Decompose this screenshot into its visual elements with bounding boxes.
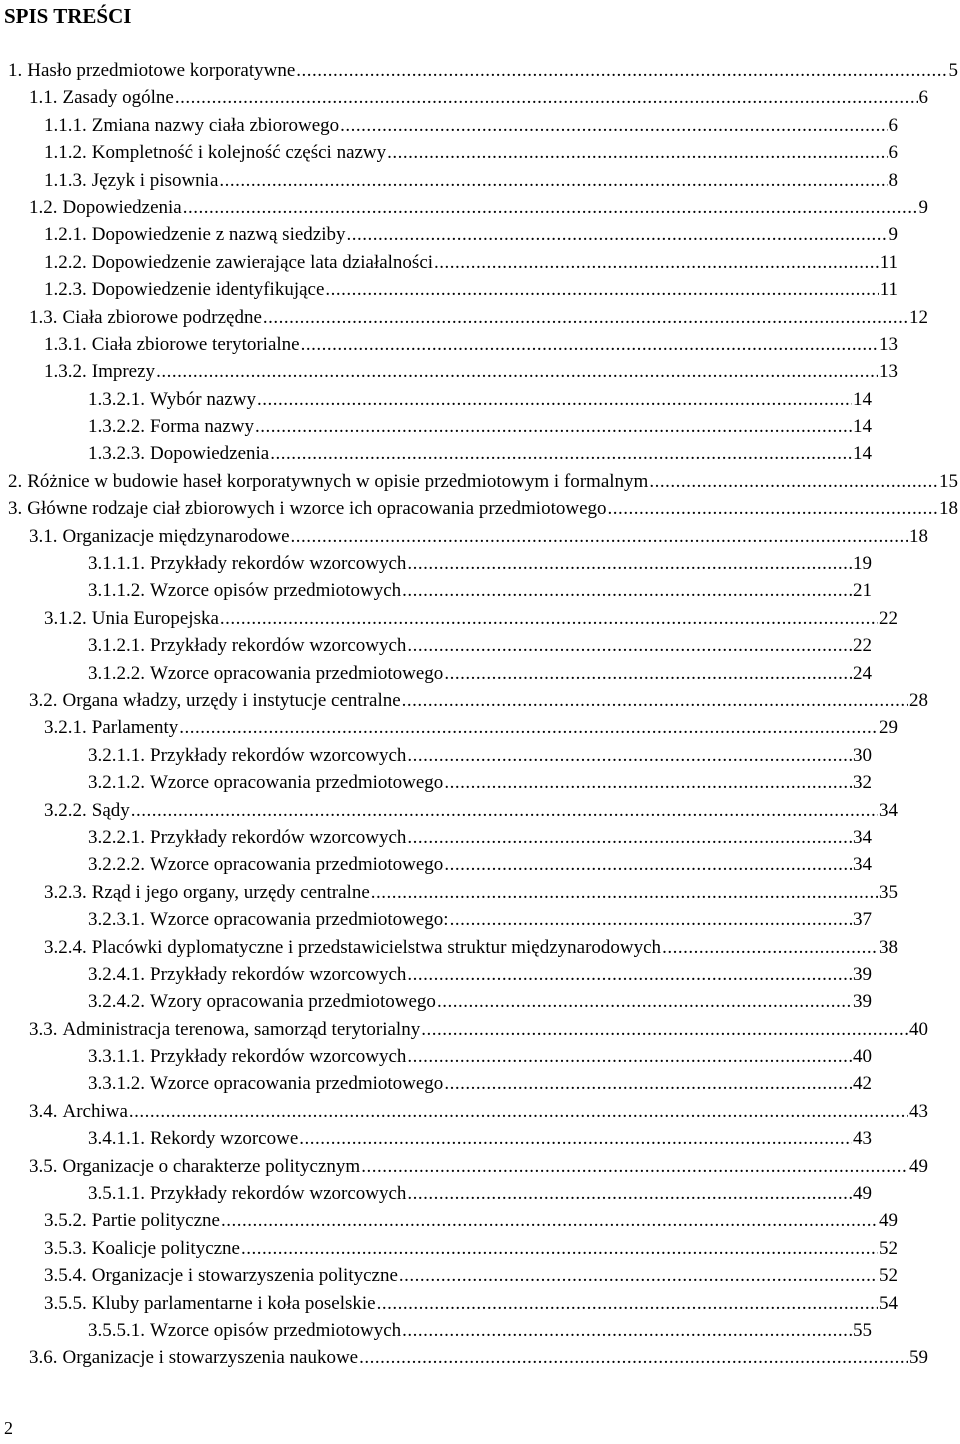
toc-dot-leader <box>255 413 852 440</box>
toc-entry-number: 3.5.5. <box>44 1292 87 1314</box>
toc-dot-leader <box>402 1317 852 1344</box>
toc-entry-number: 3.2.3.1. <box>88 909 145 931</box>
toc-entry[interactable] <box>88 1125 872 1152</box>
toc-entry-page: 38 <box>879 936 898 958</box>
toc-entry-title: Dopowiedzenie z nazwą siedziby <box>91 224 346 246</box>
toc-entry-title: Kompletność i kolejność części nazwy <box>91 142 387 164</box>
toc-entry[interactable] <box>44 605 898 632</box>
toc-entry-page: 49 <box>853 1183 872 1205</box>
toc-entry-title: Administracja terenowa, samorząd terytorialny <box>62 1018 421 1040</box>
toc-entry[interactable] <box>88 413 872 440</box>
toc-entry-number: 3.6. <box>29 1347 58 1369</box>
toc-entry-title: Przykłady rekordów wzorcowych <box>150 1046 407 1068</box>
toc-entry-number: 3.2.1. <box>44 717 87 739</box>
page-number: 2 <box>4 1418 13 1438</box>
toc-entry-title: Partie polityczne <box>91 1210 220 1232</box>
toc-entry-page: 13 <box>879 361 898 383</box>
toc-entry-number: 3.2.2.1. <box>88 826 145 848</box>
toc-entry-page: 6 <box>888 114 898 136</box>
toc-dot-leader <box>407 824 852 851</box>
toc-entry[interactable] <box>44 934 898 961</box>
toc-dot-leader <box>175 84 918 111</box>
toc-entry-title: Kluby parlamentarne i koła poselskie <box>91 1292 376 1314</box>
toc-entry-title: Placówki dyplomatyczne i przedstawicielstwa struktur międzynarodowych <box>91 936 662 958</box>
toc-entry-page: 13 <box>879 333 898 355</box>
toc-entry-number: 3.4. <box>29 1100 58 1122</box>
toc-entry-number: 3.1.1.1. <box>88 553 145 575</box>
toc-entry-page: 15 <box>939 470 958 492</box>
toc-entry-page: 11 <box>879 279 898 301</box>
toc-entry-number: 3.5.4. <box>44 1265 87 1287</box>
toc-entry-page: 32 <box>853 772 872 794</box>
toc-entry-number: 1. <box>8 60 23 81</box>
toc-entry[interactable] <box>44 139 898 166</box>
toc-entry-page: 40 <box>909 1018 928 1040</box>
toc-dot-leader <box>407 961 852 988</box>
toc-entry-page: 30 <box>853 744 872 766</box>
toc-entry-number: 1.3.1. <box>44 333 87 355</box>
toc-dot-leader <box>347 221 888 248</box>
toc-entry-title: Archiwa <box>62 1100 128 1122</box>
toc-entry-number: 3.3. <box>29 1018 58 1040</box>
toc-entry-page: 14 <box>853 416 872 438</box>
toc-dot-leader <box>387 139 887 166</box>
toc-entry-title: Organizacje i stowarzyszenia polityczne <box>91 1265 398 1287</box>
toc-entry-page: 9 <box>888 224 898 246</box>
toc-entry-title: Wzorce opracowania przedmiotowego <box>150 1073 444 1095</box>
toc-entry[interactable] <box>29 523 928 550</box>
toc-entry-page: 34 <box>853 826 872 848</box>
toc-dot-leader <box>444 1070 852 1097</box>
toc-entry[interactable] <box>44 249 898 276</box>
toc-dot-leader <box>444 769 852 796</box>
toc-entry[interactable] <box>88 1043 872 1070</box>
toc-entry-number: 1.1. <box>29 87 58 109</box>
toc-entry-number: 3. <box>8 498 23 520</box>
toc-entry[interactable] <box>44 1207 898 1234</box>
toc-entry[interactable] <box>44 1235 898 1262</box>
toc-entry-page: 6 <box>918 87 928 109</box>
toc-entry[interactable] <box>44 797 898 824</box>
toc-dot-leader <box>270 440 852 467</box>
toc-entry[interactable] <box>8 57 958 84</box>
toc-entry[interactable] <box>44 167 898 194</box>
toc-entry[interactable] <box>88 961 872 988</box>
toc-entry-title: Dopowiedzenie identyfikujące <box>91 279 325 301</box>
toc-entry-number: 3.1. <box>29 525 58 547</box>
toc-entry-title: Organa władzy, urzędy i instytucje centralne <box>62 689 401 711</box>
toc-entry-number: 3.1.2.2. <box>88 662 145 684</box>
toc-dot-leader <box>407 1043 852 1070</box>
toc-entry-number: 3.2.2. <box>44 799 87 821</box>
toc-entry[interactable] <box>44 879 898 906</box>
toc-entry[interactable] <box>88 988 872 1015</box>
toc-entry-page: 59 <box>909 1347 928 1369</box>
toc-entry-title: Różnice w budowie haseł korporatywnych w opisie przedmiotowym i formalnym <box>27 470 649 492</box>
toc-entry-number: 1.3.2.1. <box>88 388 145 410</box>
toc-dot-leader <box>444 851 852 878</box>
toc-entry-title: Wzorce opisów przedmiotowych <box>150 1319 402 1341</box>
toc-dot-leader <box>361 1153 908 1180</box>
toc-entry-title: Organizacje międzynarodowe <box>62 525 290 547</box>
toc-dot-leader <box>437 988 852 1015</box>
toc-entry-number: 1.3.2.2. <box>88 416 145 438</box>
toc-entry-title: Hasło przedmiotowe korporatywne <box>27 60 296 81</box>
toc-entry-title: Koalicje polityczne <box>91 1237 240 1259</box>
toc-entry-number: 3.1.2.1. <box>88 635 145 657</box>
toc-entry-page: 42 <box>853 1073 872 1095</box>
toc-entry-page: 49 <box>909 1155 928 1177</box>
toc-entry-page: 37 <box>853 909 872 931</box>
toc-dot-leader <box>219 167 887 194</box>
toc-entry-number: 3.2. <box>29 689 58 711</box>
toc-dot-leader <box>402 687 908 714</box>
toc-entry-page: 34 <box>879 799 898 821</box>
toc-entry-title: Rząd i jego organy, urzędy centralne <box>91 881 370 903</box>
toc-dot-leader <box>434 249 879 276</box>
toc-entry-number: 1.1.3. <box>44 169 87 191</box>
toc-entry[interactable] <box>88 577 872 604</box>
toc-entry-title: Wzorce opracowania przedmiotowego <box>150 662 444 684</box>
toc-entry-page: 12 <box>909 306 928 328</box>
toc-entry-number: 3.4.1.1. <box>88 1128 145 1150</box>
toc-entry-title: Dopowiedzenia <box>62 196 182 218</box>
toc-entry[interactable] <box>88 824 872 851</box>
toc-entry-title: Ciała zbiorowe terytorialne <box>91 333 300 355</box>
toc-entry[interactable] <box>29 194 928 221</box>
toc-entry-page: 14 <box>853 388 872 410</box>
toc-entry[interactable] <box>88 386 872 413</box>
toc-entry-page: 43 <box>853 1128 872 1150</box>
toc-dot-leader <box>407 550 852 577</box>
toc-dot-leader <box>131 797 878 824</box>
toc-entry-title: Przykłady rekordów wzorcowych <box>150 1183 407 1205</box>
toc-entry-page: 11 <box>879 251 898 273</box>
toc-entry-number: 1.3.2. <box>44 361 87 383</box>
toc-dot-leader <box>371 879 878 906</box>
toc-entry-page: 52 <box>879 1237 898 1259</box>
toc-entry[interactable] <box>29 1016 928 1043</box>
toc-entry-number: 3.3.1.1. <box>88 1046 145 1068</box>
toc-entry-number: 3.2.4. <box>44 936 87 958</box>
page-title: SPIS TREŚCI <box>4 4 132 28</box>
toc-dot-leader <box>220 605 878 632</box>
toc-entry[interactable] <box>44 221 898 248</box>
toc-entry-page: 40 <box>853 1046 872 1068</box>
toc-entry-page: 49 <box>879 1210 898 1232</box>
toc-dot-leader <box>359 1344 908 1371</box>
toc-dot-leader <box>402 577 852 604</box>
toc-entry-page: 34 <box>853 854 872 876</box>
toc-entry-page: 35 <box>879 881 898 903</box>
toc-entry-page: 8 <box>888 169 898 191</box>
toc-dot-leader <box>649 468 938 495</box>
toc-entry-page: 18 <box>909 525 928 547</box>
toc-dot-leader <box>608 495 938 522</box>
toc-entry-title: Rekordy wzorcowe <box>150 1128 299 1150</box>
toc-entry-page: 52 <box>879 1265 898 1287</box>
toc-dot-leader <box>407 742 852 769</box>
toc-entry-title: Zasady ogólne <box>62 87 174 109</box>
toc-dot-leader <box>325 276 878 303</box>
toc-entry-title: Wybór nazwy <box>150 388 256 410</box>
toc-entry[interactable] <box>44 1290 898 1317</box>
toc-entry[interactable] <box>29 84 928 111</box>
toc-entry[interactable] <box>44 276 898 303</box>
toc-entry-title: Język i pisownia <box>91 169 219 191</box>
toc-dot-leader <box>450 906 852 933</box>
toc-entry-title: Unia Europejska <box>91 607 219 629</box>
toc-entry-page: 55 <box>853 1319 872 1341</box>
toc-entry[interactable] <box>44 112 898 139</box>
toc-entry-number: 3.5.5.1. <box>88 1319 145 1341</box>
toc-entry[interactable] <box>88 1317 872 1344</box>
toc-entry-page: 22 <box>853 635 872 657</box>
toc-entry-number: 1.2.2. <box>44 251 87 273</box>
toc-entry-title: Główne rodzaje ciał zbiorowych i wzorce ich opracowania przedmiotowego <box>27 498 607 520</box>
toc-entry-number: 3.5.3. <box>44 1237 87 1259</box>
toc-entry-page: 22 <box>879 607 898 629</box>
toc-entry-number: 3.2.2.2. <box>88 854 145 876</box>
toc-entry-title: Wzorce opracowania przedmiotowego <box>150 772 444 794</box>
toc-dot-leader <box>421 1016 908 1043</box>
toc-entry[interactable] <box>88 440 872 467</box>
toc-entry-title: Przykłady rekordów wzorcowych <box>150 635 407 657</box>
toc-entry-page: 21 <box>853 580 872 602</box>
toc-entry-page: 39 <box>853 991 872 1013</box>
toc-entry-number: 3.2.1.1. <box>88 744 145 766</box>
toc-entry[interactable] <box>29 1098 928 1125</box>
toc-dot-leader <box>407 632 852 659</box>
toc-entry-title: Dopowiedzenie zawierające lata działalności <box>91 251 434 273</box>
toc-entry[interactable] <box>88 550 872 577</box>
toc-entry[interactable] <box>88 851 872 878</box>
toc-entry-number: 3.2.4.2. <box>88 991 145 1013</box>
toc-entry-number: 3.2.1.2. <box>88 772 145 794</box>
toc-entry-number: 1.1.1. <box>44 114 87 136</box>
toc-dot-leader <box>257 386 852 413</box>
toc-entry[interactable] <box>88 1070 872 1097</box>
toc-entry-title: Zmiana nazwy ciała zbiorowego <box>91 114 340 136</box>
toc-entry-title: Sądy <box>91 799 130 821</box>
toc-entry-number: 3.5.2. <box>44 1210 87 1232</box>
toc-entry-page: 54 <box>879 1292 898 1314</box>
toc-entry[interactable] <box>29 1153 928 1180</box>
toc-entry[interactable] <box>88 906 872 933</box>
toc-entry[interactable] <box>29 304 928 331</box>
toc-dot-leader <box>129 1098 908 1125</box>
toc-entry-number: 1.3. <box>29 306 58 328</box>
toc-entry-number: 3.1.1.2. <box>88 580 145 602</box>
toc-dot-leader <box>377 1290 878 1317</box>
toc-entry-number: 3.2.4.1. <box>88 963 145 985</box>
toc-entry[interactable] <box>29 1344 928 1371</box>
toc-entry[interactable] <box>88 742 872 769</box>
toc-entry[interactable] <box>88 1180 872 1207</box>
toc-dot-leader <box>296 57 947 84</box>
toc-entry-page: 39 <box>853 963 872 985</box>
toc-entry-page: 5 <box>948 60 958 81</box>
toc-entry-title: Przykłady rekordów wzorcowych <box>150 744 407 766</box>
toc-entry-title: Forma nazwy <box>150 416 254 438</box>
toc-dot-leader <box>662 934 878 961</box>
toc-dot-leader <box>291 523 908 550</box>
toc-entry-page: 18 <box>939 498 958 520</box>
toc-dot-leader <box>221 1207 878 1234</box>
toc-entry-number: 1.2. <box>29 196 58 218</box>
toc-entry-number: 3.1.2. <box>44 607 87 629</box>
toc-entry-page: 9 <box>918 196 928 218</box>
toc-entry-title: Parlamenty <box>91 717 179 739</box>
toc-entry[interactable] <box>8 468 958 495</box>
toc-entry-number: 3.2.3. <box>44 881 87 903</box>
toc-entry-page: 29 <box>879 717 898 739</box>
toc-entry-number: 1.2.1. <box>44 224 87 246</box>
toc-entry-title: Organizacje i stowarzyszenia naukowe <box>62 1347 359 1369</box>
toc-dot-leader <box>340 112 887 139</box>
toc-entry-number: 3.5.1.1. <box>88 1183 145 1205</box>
toc-entry[interactable] <box>88 632 872 659</box>
toc-entry-page: 6 <box>888 142 898 164</box>
toc-dot-leader <box>263 304 908 331</box>
toc-entry-number: 3.3.1.2. <box>88 1073 145 1095</box>
toc-entry-number: 3.5. <box>29 1155 58 1177</box>
toc-entry[interactable] <box>44 331 898 358</box>
toc-entry-page: 43 <box>909 1100 928 1122</box>
toc-entry[interactable] <box>44 714 898 741</box>
toc-dot-leader <box>407 1180 852 1207</box>
toc-entry-title: Wzory opracowania przedmiotowego <box>150 991 436 1013</box>
toc-dot-leader <box>183 194 918 221</box>
toc-dot-leader <box>299 1125 852 1152</box>
toc-entry-title: Wzorce opisów przedmiotowych <box>150 580 402 602</box>
toc-entry-number: 1.3.2.3. <box>88 443 145 465</box>
toc-entry-page: 14 <box>853 443 872 465</box>
toc-entry[interactable] <box>88 660 872 687</box>
toc-dot-leader <box>241 1235 878 1262</box>
toc-dot-leader <box>399 1262 878 1289</box>
toc-entry-title: Przykłady rekordów wzorcowych <box>150 826 407 848</box>
toc-entry[interactable] <box>44 358 898 385</box>
toc-dot-leader <box>156 358 878 385</box>
toc-entry-page: 28 <box>909 689 928 711</box>
toc-entry-title: Przykłady rekordów wzorcowych <box>150 553 407 575</box>
toc-entry-title: Wzorce opracowania przedmiotowego: <box>150 909 449 931</box>
toc-entry[interactable] <box>29 687 928 714</box>
toc-dot-leader <box>179 714 878 741</box>
toc-dot-leader <box>301 331 878 358</box>
toc-entry[interactable] <box>8 495 958 522</box>
toc-entry-title: Wzorce opracowania przedmiotowego <box>150 854 444 876</box>
toc-entry-title: Ciała zbiorowe podrzędne <box>62 306 262 328</box>
toc-entry-number: 1.1.2. <box>44 142 87 164</box>
toc-entry-number: 2. <box>8 470 23 492</box>
toc-dot-leader <box>444 660 852 687</box>
toc-entry[interactable] <box>88 769 872 796</box>
toc-entry-page: 24 <box>853 662 872 684</box>
toc-entry-title: Przykłady rekordów wzorcowych <box>150 963 407 985</box>
toc-entry-title: Organizacje o charakterze politycznym <box>62 1155 361 1177</box>
toc-entry-title: Dopowiedzenia <box>150 443 270 465</box>
toc-entry[interactable] <box>44 1262 898 1289</box>
table-of-contents <box>0 57 960 1372</box>
toc-entry-page: 19 <box>853 553 872 575</box>
toc-entry-number: 1.2.3. <box>44 279 87 301</box>
toc-entry-title: Imprezy <box>91 361 156 383</box>
